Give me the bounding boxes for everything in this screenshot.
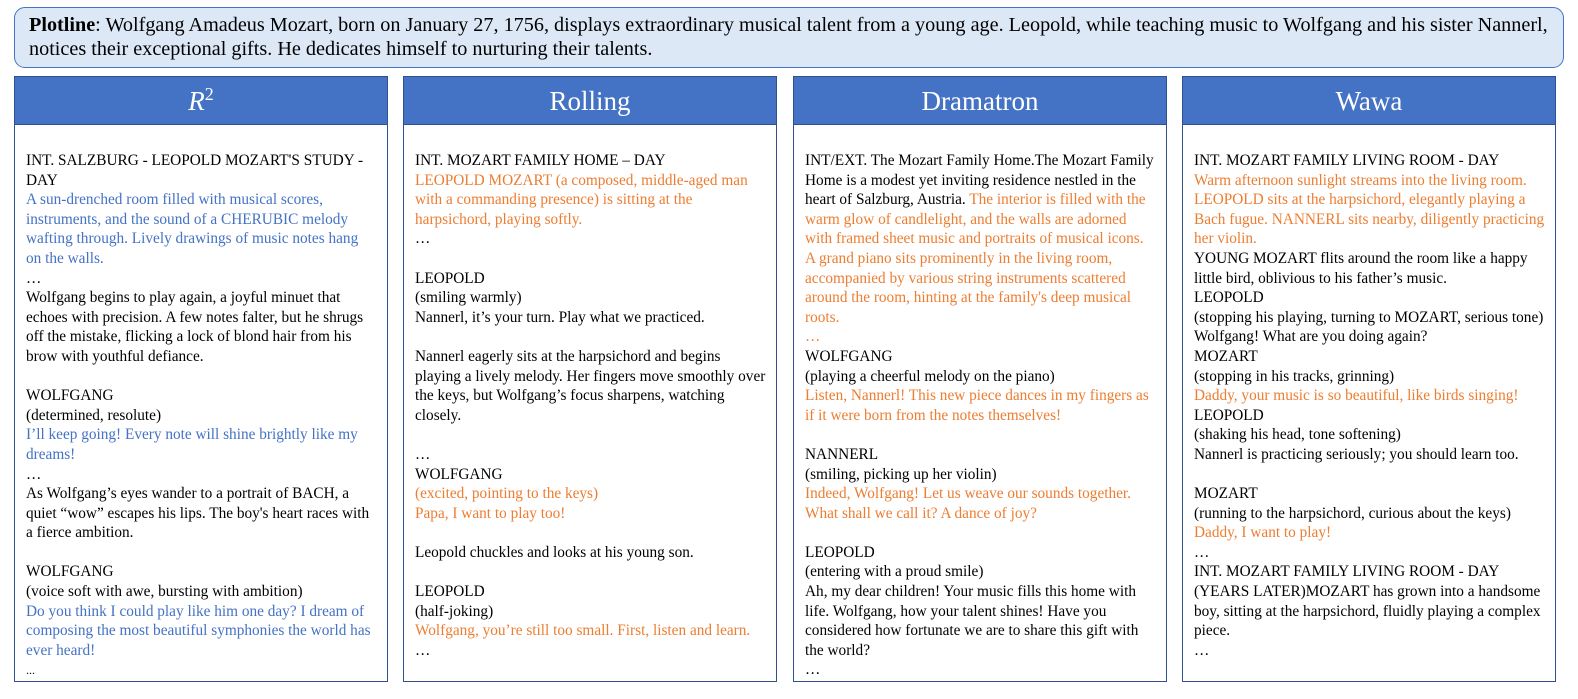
script-text: INT. MOZART FAMILY HOME – DAY	[415, 152, 666, 169]
script-text: Warm afternoon sunlight streams into the living room. LEOPOLD sits at the harpsichord, elegantly playing a Bach fugue. NANNERL sits nearby, diligently practicing her violin.	[1194, 171, 1545, 248]
script-text: Nannerl, it’s your turn. Play what we practiced.	[415, 308, 705, 326]
script-text: …	[805, 661, 821, 679]
script-text: YOUNG MOZART flits around the room like a happy little bird, oblivious to his father’s music.	[1194, 249, 1528, 287]
script-line	[1194, 288, 1545, 308]
script-text: (smiling warmly)	[415, 289, 522, 307]
script-text: INT. MOZART FAMILY LIVING ROOM - DAY (YEARS LATER)MOZART has grown into a handsome boy, sitting at the harpsichord, fluidly playing a complex piece.	[1194, 563, 1541, 640]
script-line	[1194, 327, 1545, 347]
script-line	[805, 582, 1156, 660]
script-text: Wolfgang, you’re still too small. First, listen and learn.	[415, 622, 751, 640]
panel-title: Wawa	[1183, 77, 1555, 125]
script-text: Daddy, your music is so beautiful, like birds singing!	[1194, 387, 1519, 405]
script-line	[415, 465, 766, 485]
script-excerpt	[1183, 125, 1555, 660]
script-text: …	[1194, 641, 1210, 659]
script-text: Leopold chuckles and looks at his young son.	[415, 543, 694, 561]
script-line	[415, 269, 766, 289]
script-line	[26, 602, 377, 661]
script-line	[805, 562, 1156, 582]
plotline-label: Plotline	[29, 14, 96, 36]
script-line	[26, 406, 377, 426]
script-text: LEOPOLD	[1194, 289, 1264, 307]
script-excerpt	[15, 125, 387, 681]
script-text: Nannerl is practicing seriously; you should learn too.	[1194, 445, 1519, 463]
script-text: (smiling, picking up her violin)	[805, 465, 997, 483]
script-line	[805, 445, 1156, 465]
script-text: MOZART	[1194, 485, 1258, 503]
script-line	[1194, 406, 1545, 426]
script-excerpt	[404, 125, 776, 660]
script-text: INT. MOZART FAMILY LIVING ROOM - DAY	[1194, 152, 1500, 169]
script-text: (entering with a proud smile)	[805, 563, 984, 581]
panel-title	[15, 77, 387, 125]
panel-title-main: R	[188, 86, 205, 116]
script-text: WOLFGANG	[415, 465, 503, 483]
script-line	[805, 484, 1156, 523]
script-line	[805, 327, 1156, 347]
script-line	[1194, 171, 1545, 249]
script-line	[1194, 562, 1545, 640]
script-text: LEOPOLD	[805, 543, 875, 561]
script-line	[805, 386, 1156, 425]
blank-line	[805, 425, 1156, 445]
script-text: ...	[26, 663, 35, 678]
script-line	[1194, 347, 1545, 367]
script-excerpt	[794, 125, 1166, 680]
blank-line	[415, 249, 766, 269]
blank-line	[26, 367, 377, 387]
script-line	[26, 151, 377, 190]
script-line	[26, 465, 377, 485]
script-text: I’ll keep going! Every note will shine brightly like my dreams!	[26, 426, 358, 463]
panel-wawa	[1182, 76, 1556, 682]
script-line	[415, 445, 766, 465]
script-line	[415, 621, 766, 641]
script-line	[1194, 641, 1545, 661]
script-text: LEOPOLD	[415, 269, 485, 287]
script-text: Papa, I want to play too!	[415, 504, 566, 522]
script-line	[1194, 523, 1545, 543]
script-text: Daddy, I want to play!	[1194, 524, 1332, 542]
script-line	[1194, 249, 1545, 288]
script-text: WOLFGANG	[805, 347, 893, 365]
script-text: Wolfgang begins to play again, a joyful minuet that echoes with precision. A few notes falter, but he shrugs off the mistake, flicking a lock of blond hair from his brow with youthful defiance.	[26, 289, 364, 365]
blank-line	[415, 562, 766, 582]
script-line	[415, 151, 766, 171]
script-line	[26, 386, 377, 406]
script-text: …	[805, 328, 821, 346]
script-line	[1194, 151, 1545, 171]
blank-line	[415, 327, 766, 347]
plotline-box	[14, 7, 1564, 68]
script-line	[1194, 543, 1545, 563]
script-text: WOLFGANG	[26, 563, 114, 581]
script-line	[415, 347, 766, 425]
script-text: (determined, resolute)	[26, 406, 162, 424]
script-text: A sun-drenched room filled with musical scores, instruments, and the sound of a CHERUBIC melody wafting through. Lively drawings of music notes hang on the walls.	[26, 191, 359, 267]
script-text: MOZART	[1194, 347, 1258, 365]
script-text: Listen, Nannerl! This new piece dances in my fingers as if it were born from the notes themselves!	[805, 387, 1149, 424]
script-line	[415, 308, 766, 328]
script-line	[415, 288, 766, 308]
script-line	[805, 660, 1156, 680]
script-line	[805, 367, 1156, 387]
script-text: (shaking his head, tone softening)	[1194, 426, 1401, 444]
panel-title: Dramatron	[794, 77, 1166, 125]
script-text: …	[1194, 543, 1210, 561]
panel-r2	[14, 76, 388, 682]
script-text: LEOPOLD	[1194, 406, 1264, 424]
script-line	[26, 582, 377, 602]
script-text: (voice soft with awe, bursting with ambition)	[26, 583, 303, 601]
script-text: (stopping his playing, turning to MOZART, serious tone)	[1194, 308, 1544, 326]
script-line	[1194, 504, 1545, 524]
script-line	[415, 582, 766, 602]
script-text-highlight: The interior is filled with the warm glow of candlelight, and the walls are adorned with framed sheet music and portraits of musical icons. A grand piano sits prominently in the living room, accompanied by various string instruments scattered around the room, hinting at the family's deep musical roots.	[805, 191, 1146, 326]
script-text: (playing a cheerful melody on the piano)	[805, 367, 1055, 385]
script-text: Ah, my dear children! Your music fills this home with life. Wolfgang, how your talent shines! Have you considered how fortunate we are to share this gift with the world?	[805, 583, 1139, 659]
plotline-text: : Wolfgang Amadeus Mozart, born on January 27, 1756, displays extraordinary musical talent from a young age. Leopold, while teaching music to Wolfgang and his sister Nannerl, notices their exceptional gifts. He dedicates himself to nurturing their talents.	[29, 14, 1548, 60]
script-line	[805, 465, 1156, 485]
script-line	[415, 484, 766, 504]
script-text: INT/EXT. The Mozart Family Home.The Mozart Family Home is a modest yet inviting residence nestled in the heart of Salzburg, Austria.	[805, 152, 1154, 209]
script-line	[26, 288, 377, 366]
script-text: (half-joking)	[415, 602, 494, 620]
script-line	[26, 190, 377, 268]
script-line	[415, 602, 766, 622]
script-text: As Wolfgang’s eyes wander to a portrait of BACH, a quiet “wow” escapes his lips. The boy's heart races with a fierce ambition.	[26, 485, 370, 542]
script-text: (excited, pointing to the keys)	[415, 485, 599, 503]
script-line	[415, 543, 766, 563]
script-line	[26, 484, 377, 543]
panel-title: Rolling	[404, 77, 776, 125]
script-line	[1194, 445, 1545, 465]
script-line	[1194, 386, 1545, 406]
script-text: Nannerl eagerly sits at the harpsichord and begins playing a lively melody. Her fingers move smoothly over the keys, but Wolfgang’s focus sharpens, watching closely.	[415, 347, 766, 424]
script-line	[26, 562, 377, 582]
script-line	[415, 229, 766, 249]
script-line	[805, 543, 1156, 563]
script-text: …	[415, 445, 431, 463]
blank-line	[1194, 465, 1545, 485]
blank-line	[805, 523, 1156, 543]
script-line	[26, 269, 377, 289]
script-line	[26, 660, 377, 681]
script-line	[415, 641, 766, 661]
blank-line	[26, 543, 377, 563]
script-text: (stopping in his tracks, grinning)	[1194, 367, 1395, 385]
panel-dramatron	[793, 76, 1167, 682]
script-line	[415, 171, 766, 230]
script-line	[805, 151, 1156, 327]
script-text: Indeed, Wolfgang! Let us weave our sounds together. What shall we call it? A dance of joy?	[805, 485, 1132, 522]
blank-line	[415, 523, 766, 543]
script-text: Wolfgang! What are you doing again?	[1194, 328, 1428, 346]
panel-rolling	[403, 76, 777, 682]
script-line	[1194, 367, 1545, 387]
script-text: …	[26, 269, 42, 287]
script-text: …	[415, 641, 431, 659]
script-text: WOLFGANG	[26, 387, 114, 405]
script-text: (running to the harpsichord, curious about the keys)	[1194, 504, 1511, 522]
script-text: LEOPOLD MOZART (a composed, middle-aged man with a commanding presence) is sitting at the harpsichord, playing softly.	[415, 171, 748, 228]
script-text: INT. SALZBURG - LEOPOLD MOZART'S STUDY - DAY	[26, 152, 364, 189]
script-line	[26, 425, 377, 464]
script-line	[415, 504, 766, 524]
script-line	[805, 347, 1156, 367]
script-text: NANNERL	[805, 445, 879, 463]
script-line	[1194, 425, 1545, 445]
script-text: …	[26, 465, 42, 483]
panel-title-superscript: 2	[204, 84, 214, 104]
script-text: LEOPOLD	[415, 583, 485, 601]
script-line	[1194, 484, 1545, 504]
script-text: Do you think I could play like him one day? I dream of composing the most beautiful symphonies the world has ever heard!	[26, 602, 371, 659]
script-text: …	[415, 230, 431, 248]
blank-line	[415, 425, 766, 445]
script-line	[1194, 308, 1545, 328]
